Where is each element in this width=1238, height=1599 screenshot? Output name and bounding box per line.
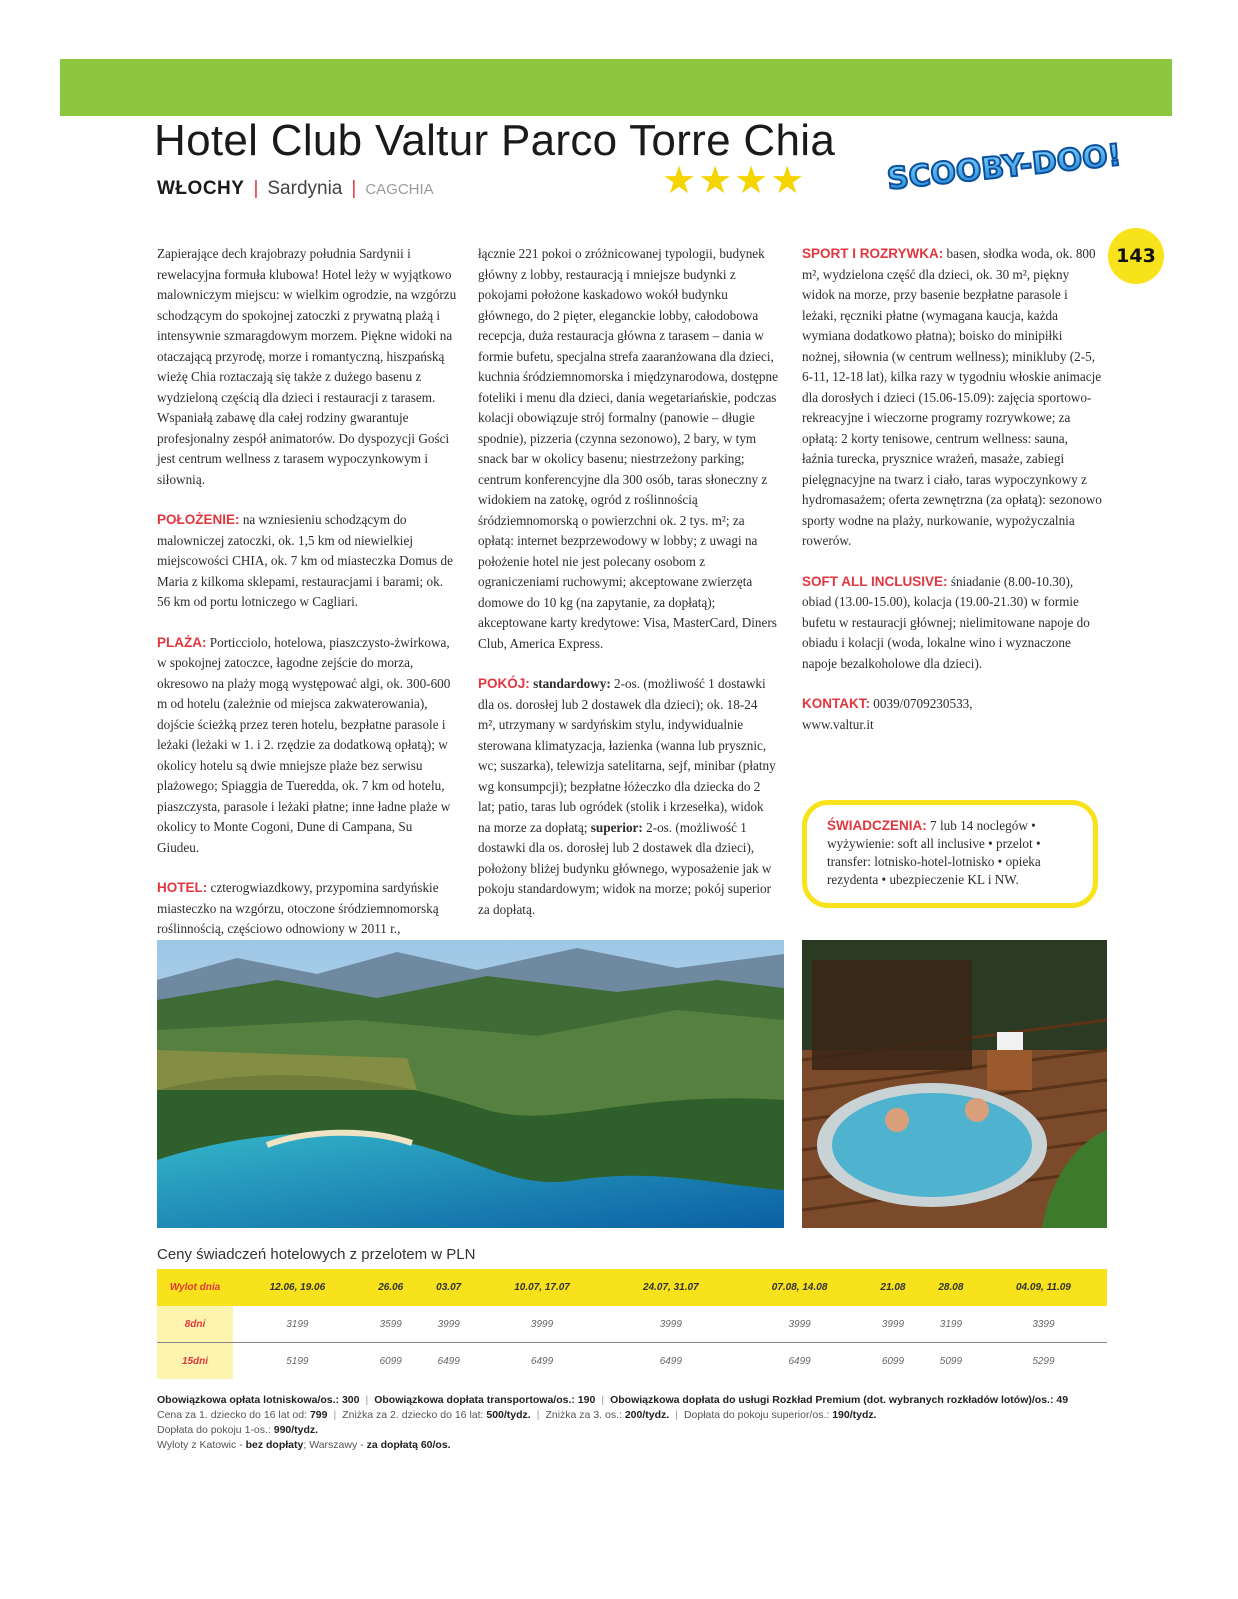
date-cell: 12.06, 19.06 <box>233 1269 362 1306</box>
date-cell: 04.09, 11.09 <box>980 1269 1107 1306</box>
price-cell: 3999 <box>478 1306 607 1343</box>
date-cell: 26.06 <box>362 1269 420 1306</box>
date-cell: 28.08 <box>922 1269 980 1306</box>
text-column-2 <box>478 244 778 940</box>
table-row <box>157 1343 1107 1380</box>
price-cell: 6499 <box>530 1355 554 1367</box>
hotel-section-continued: łącznie 221 pokoi o zróżnicowanej typologii, budynek główny z lobby, restauracją i mniejsze budynki z pokojami położone kaskadowo wokół budynku głównego, do 2 pięter, eleganckie lobby, całodobowa recepcja, duża restauracja główna z tarasem – dania w formie bufetu, specjalna strefa zaaranżowana dla dzieci, kuchnia śródziemnomorska i międzynarodowa, dostępne foteliki i menu dla dzieci, dania wegetariańskie, podczas kolacji obowiązuje strój formalny (panowie – długie spodnie), pizzeria (czynna sezonowo), 2 bary, w tym snack bar w okolicy basenu; niestrzeżony parking; centrum konferencyjne dla 300 osób, taras słoneczny z widokiem na zatokę, ogród z roślinnością śródziemnomorską o powierzchni ok. 2 tys. m²; za opłatą: internet bezprzewodowy w lobby; z uwagi na położenie hotel nie jest polecany osobom z ograniczeniami ruchowymi; akceptowane zwierzęta domowe do 10 kg (na zapytanie, za dopłatą); akceptowane karty kredytowe: Visa, MasterCard, Diners Club, America Express. <box>478 246 778 651</box>
all-inclusive-section: SOFT ALL INCLUSIVE: śniadanie (8.00-10.30), obiad (13.00-15.00), kolacja (19.00-21.30) w formie bufetu w restauracji głównej; nielimitowane napoje do obiadu i kolacji (woda, lokalne wino i wyznaczone napoje bezalkoholowe dla dzieci). <box>802 573 1090 671</box>
price-cell: 3999 <box>864 1306 922 1343</box>
header-label: Wylot dnia <box>157 1269 233 1306</box>
price-cell: 5099 <box>939 1355 963 1367</box>
star-rating: ★★★★ <box>662 160 807 202</box>
notes-line-2: Cena za 1. dziecko do 16 lat od: 799 | Zniżka za 2. dziecko do 16 lat: 500/tydz. | Zniżka za 3. os.: 200/tydz. | Dopłata do pokoju superior/os.: 190/tydz. <box>157 1409 877 1421</box>
price-table-caption: Ceny świadczeń hotelowych z przelotem w PLN <box>157 1246 476 1263</box>
location-line: WŁOCHY | Sardynia | CAGCHIA <box>157 178 434 199</box>
benefits-box: ŚWIADCZENIA: 7 lub 14 noclegów • wyżywienie: soft all inclusive • przelot • transfer: lotnisko-hotel-lotnisko • opieka rezydenta • ubezpieczenie KL i NW. <box>802 800 1098 908</box>
top-color-bar <box>60 59 1172 116</box>
date-cell: 24.07, 31.07 <box>606 1269 735 1306</box>
price-cell: 6499 <box>788 1355 811 1367</box>
price-cell: 6499 <box>659 1355 682 1367</box>
coast-aerial-photo <box>157 940 784 1228</box>
price-notes <box>157 1393 1107 1453</box>
table-row <box>157 1306 1107 1343</box>
price-table <box>157 1269 1107 1379</box>
price-cell: 3999 <box>735 1306 864 1343</box>
contact-website[interactable]: www.valtur.it <box>802 716 874 732</box>
price-cell: 3199 <box>922 1306 980 1343</box>
page-number-badge: 143 <box>1108 228 1164 284</box>
hot-tub-photo <box>802 940 1107 1228</box>
date-cell: 03.07 <box>420 1269 478 1306</box>
beach-section: PLAŻA: Porticciolo, hotelowa, piaszczysto-żwirkowa, w spokojnej zatoczce, łagodne zejście do morza, okresowo na plaży mogą występować algi, ok. 300-600 m od hotelu (zależnie od miejsca zakwaterowania), dojście ścieżką przez teren hotelu, bezpłatne parasole i leżaki (leżaki w 1. i 2. rzędzie za dodatkową opłatą); w okolicy hotelu są dwie mniejsze plaże bez serwisu plażowego; Spiaggia de Tueredda, ok. 7 km od hotelu, piaszczysta, parasole i leżaki płatne; inne ładne plaże w okolicy to Monte Cogoni, Dune di Campana, Su Giudeu. <box>157 634 451 855</box>
contact-section: KONTAKT: 0039/0709230533, www.valtur.it <box>802 696 973 732</box>
hotel-section: HOTEL: czterogwiazdkowy, przypomina sardyńskie miasteczko na wzgórzu, otoczone śródziemnomorską roślinnością, częściowo odnowiony w 2011 r., <box>157 880 439 936</box>
country: WŁOCHY <box>157 178 245 199</box>
notes-line-1: Obowiązkowa opłata lotniskowa/os.: 300 | Obowiązkowa dopłata transportowa/os.: 190 | Obowiązkowa dopłata do usługi Rozkład Premium (dot. wybranych rozkładów lotów)/os.: 49 <box>157 1394 1069 1406</box>
hotel-code: CAGCHIA <box>365 181 434 198</box>
notes-line-4: Wyloty z Katowic - bez dopłaty; Warszawy - za dopłatą 60/os. <box>157 1439 451 1451</box>
hotel-title: Hotel Club Valtur Parco Torre Chia <box>154 116 836 165</box>
price-cell: 6099 <box>379 1355 402 1367</box>
text-column-3 <box>802 244 1102 755</box>
price-cell: 3999 <box>420 1306 478 1343</box>
price-cell: 3399 <box>980 1306 1107 1343</box>
intro-paragraph: Zapierające dech krajobrazy południa Sardynii i rewelacyjna formuła klubowa! Hotel leży w wyjątkowo malowniczym miejscu: w wielkim ogrodzie, na wzgórzu schodzącym do spokojnej zatoczki z prywatną plażą i intensywnie szmaragdowym morzem. Piękne widoki na otaczającą przyrodę, morze i romantyczną, hiszpańską wieżę Chia roztaczają się także z dużego basenu z wydzieloną częścią dla dzieci i restauracji z tarasem. Wspaniałą zabawę dla całej rodziny gwarantuje profesjonalny zespół animatorów. Do dyspozycji Gości jest centrum wellness z tarasem wypoczynkowym i siłownią. <box>157 246 457 487</box>
row-label: 15dni <box>157 1343 233 1380</box>
row-label: 8dni <box>157 1306 233 1343</box>
price-cell: 5299 <box>1032 1355 1055 1367</box>
price-cell: 3599 <box>362 1306 420 1343</box>
region: Sardynia <box>267 178 343 199</box>
scooby-doo-logo <box>885 131 1124 199</box>
date-cell: 07.08, 14.08 <box>735 1269 864 1306</box>
text-column-1 <box>157 244 457 960</box>
price-cell: 6099 <box>881 1355 905 1367</box>
sport-section: SPORT I ROZRYWKA: basen, słodka woda, ok. 800 m², wydzielona część dla dzieci, ok. 30 m², piękny widok na morze, przy basenie bezpłatne parasole i leżaki, ręczniki płatne (wymagana kaucja, każda wymiana dodatkowo płatna); boisko do minipiłki nożnej, siłownia (w centrum wellness); minikluby (2-5, 6-11, 12-18 lat), kilka razy w tygodniu włoskie animacje dla dorosłych i dzieci (15.06-15.09): zajęcia sportowo-rekreacyjne i wieczorne programy rozrywkowe; za opłatą: 2 korty tenisowe, centrum wellness: sauna, łaźnia turecka, prysznice wrażeń, masaże, zabiegi pielęgnacyjne na twarz i ciało, taras wypoczynkowy z hydromasażem; oferta zewnętrzna (za opłatą): sezonowo sporty wodne na plaży, nurkowanie, wypożyczalnia rowerów. <box>802 246 1102 548</box>
price-cell: 3199 <box>233 1306 362 1343</box>
price-cell: 3999 <box>606 1306 735 1343</box>
svg-text:SCOOBY-DOO!: SCOOBY-DOO! <box>885 137 1124 198</box>
notes-line-3: Dopłata do pokoju 1-os.: 990/tydz. <box>157 1424 319 1436</box>
room-section: POKÓJ: standardowy: 2-os. (możliwość 1 dostawki dla os. dorosłej lub 2 dostawek dla dzieci); ok. 18-24 m², utrzymany w sardyńskim stylu, indywidualnie sterowana klimatyzacja, łazienka (wanna lub prysznic, wc; suszarka), telewizja satelitarna, sejf, minibar (płatny wg konsumpcji); bezpłatne łóżeczko dla dziecka do 2 lat; patio, taras lub ogródek (stolik i krzesełka), widok na morze za dopłatą; superior: 2-os. (możliwość 1 dostawki dla os. dorosłej lub 2 dostawek dla dzieci), położony bliżej budynku głównego, wyposażenie jak w pokoju standardowym; widok na morze; pokój superior za dopłatą. <box>478 676 776 917</box>
date-cell: 21.08 <box>864 1269 922 1306</box>
date-cell: 10.07, 17.07 <box>478 1269 607 1306</box>
location-section: POŁOŻENIE: na wzniesieniu schodzącym do malowniczej zatoczki, ok. 1,5 km od niewielkiej miejscowości CHIA, ok. 7 km od miasteczka Domus de Maria z kilkoma sklepami, restauracjami i barami; ok. 56 km od portu lotniczego w Cagliari. <box>157 512 453 609</box>
price-cell: 5199 <box>286 1355 309 1367</box>
price-table-header <box>157 1269 1107 1306</box>
price-cell: 6499 <box>437 1355 460 1367</box>
